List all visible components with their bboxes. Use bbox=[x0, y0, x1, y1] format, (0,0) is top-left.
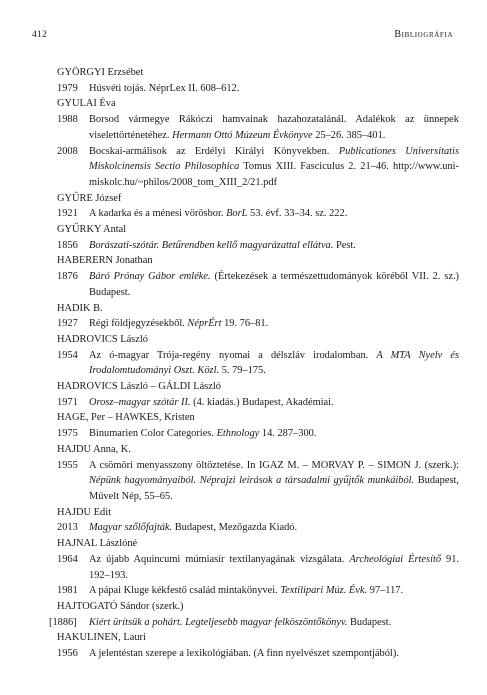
reference-text-segment: A kadarka és a ménesi vörösbor. bbox=[89, 208, 227, 220]
reference-year: 1955 bbox=[57, 459, 78, 471]
reference-item bbox=[57, 520, 459, 536]
entry-author: HAGE, Per – HAWKES, Kristen bbox=[57, 412, 195, 424]
reference-title-italic: Népünk hagyományaiból. Néprajzi leírások a társadalmi gyűjtők munkáiból. bbox=[89, 475, 415, 487]
reference-text-segment: 5. 79–175. bbox=[219, 365, 266, 377]
reference-text-segment: 97–117. bbox=[367, 585, 404, 597]
reference-text-segment: Az ó-magyar Trója-regény nyomai a délszláv irodalomban. bbox=[89, 349, 377, 361]
entry-author: HAJDU Anna, K. bbox=[57, 443, 131, 455]
reference-item bbox=[57, 269, 459, 300]
reference-text-segment: Budapest, Művelt Nép, 55–65. bbox=[89, 475, 459, 502]
entry-author: HADROVICS László – GÁLDI László bbox=[57, 381, 221, 393]
reference-text bbox=[89, 552, 459, 583]
reference-text bbox=[89, 112, 459, 143]
entry-author: HAKULINEN, Lauri bbox=[57, 632, 146, 644]
reference-text bbox=[89, 348, 459, 379]
reference-item bbox=[57, 81, 459, 97]
reference-item bbox=[57, 426, 459, 442]
reference-text bbox=[89, 206, 459, 222]
reference-text bbox=[89, 458, 459, 505]
reference-text bbox=[89, 81, 459, 97]
reference-title-italic: A MTA Nyelv és Irodalomtudományi Oszt. Közl. bbox=[89, 349, 459, 377]
reference-text-segment: (Értekezések a természettudományok köréből VII. 2. sz.) Budapest. bbox=[89, 271, 460, 298]
reference-text-segment: Húsvéti tojás. NéprLex II. 608–612. bbox=[89, 82, 240, 94]
reference-item bbox=[57, 395, 459, 411]
reference-item bbox=[57, 316, 459, 332]
running-title: Bibliográfia bbox=[394, 29, 453, 40]
reference-title-italic: Borászati-szótár. Betűrendben kellő magyarázattal ellátva. bbox=[89, 239, 334, 251]
reference-text bbox=[89, 615, 459, 631]
entry-author: HAJNAL Lászlóné bbox=[57, 538, 138, 550]
reference-text-segment: A pápai Kluge kékfestő család mintakönyvei. bbox=[89, 585, 281, 597]
entry-author: GYÖRGYI Erzsébet bbox=[57, 67, 144, 78]
reference-year: 1856 bbox=[57, 239, 78, 251]
reference-year: 1876 bbox=[57, 271, 78, 283]
reference-text-segment: 53. évf. 33–34. sz. 222. bbox=[247, 208, 348, 220]
reference-item bbox=[57, 112, 459, 143]
reference-text-segment: A jelentéstan szerepe a lexikológiában. (A finn nyelvészet szempontjából). bbox=[89, 648, 399, 660]
reference-year: 1979 bbox=[57, 82, 78, 94]
reference-item bbox=[57, 583, 459, 599]
reference-item bbox=[49, 615, 459, 631]
reference-year: 1921 bbox=[57, 208, 78, 220]
reference-year: 1975 bbox=[57, 428, 78, 440]
reference-title-italic: BorL bbox=[226, 208, 248, 220]
reference-year: [1886] bbox=[49, 616, 77, 628]
reference-title-italic: Kiért ürítsük a pohárt. Legteljesebb magyar felköszöntőkönyv. bbox=[89, 616, 348, 628]
reference-text-segment: (4. kiadás.) Budapest, Akadémiai. bbox=[190, 396, 334, 408]
reference-text-segment: 25–26. 385–401. bbox=[312, 129, 386, 141]
reference-text bbox=[89, 520, 459, 536]
entry-author: GYŰRE József bbox=[57, 192, 122, 204]
reference-title-italic: Textilipari Múz. Évk. bbox=[280, 585, 368, 597]
running-header bbox=[32, 29, 453, 40]
reference-title-italic: Orosz–magyar szótár II. bbox=[89, 396, 191, 408]
reference-text-segment: Borsod vármegye Rákóczi hamvainak hazahozatalánál. Adalékok az ünnepek viselettörténetéhez. bbox=[89, 114, 459, 141]
reference-item bbox=[57, 206, 459, 222]
reference-text bbox=[89, 238, 459, 254]
reference-title-italic: Publicationes Universitatis Miskolcinensis Sectio Philosophica bbox=[89, 145, 459, 173]
reference-text-segment: Tomus XIII. Fasciculus 2. 21–46. http://www.uni-miskolc.hu/~philos/2008_tom_XIII_2/21.pdf bbox=[89, 161, 459, 188]
bibliography-entries bbox=[49, 65, 460, 662]
reference-title-italic: NéprÉrt bbox=[187, 318, 222, 330]
reference-text bbox=[89, 269, 459, 300]
reference-text-segment: Bocskai-armálisok az Erdélyi Királyi Könyvekben. bbox=[89, 145, 339, 157]
reference-year: 1988 bbox=[57, 114, 78, 126]
reference-title-italic: Magyar szőlőfajták. bbox=[89, 522, 173, 534]
reference-year: 1956 bbox=[57, 648, 78, 660]
entry-author: HAJTOGATÓ Sándor (szerk.) bbox=[57, 600, 184, 612]
reference-item bbox=[57, 552, 459, 583]
entry-author: GYULAI Éva bbox=[57, 98, 116, 110]
reference-title-italic: Ethnology bbox=[216, 428, 260, 440]
reference-text-segment: Pest. bbox=[333, 239, 356, 251]
entry-author: GYŰRKY Antal bbox=[57, 224, 127, 236]
page-number: 412 bbox=[32, 30, 48, 40]
reference-item bbox=[57, 348, 459, 379]
reference-text bbox=[89, 316, 459, 332]
reference-text-segment: 14. 287–300. bbox=[259, 428, 317, 440]
reference-year: 1981 bbox=[57, 585, 78, 597]
reference-text bbox=[89, 426, 459, 442]
reference-item bbox=[57, 646, 459, 662]
reference-text-segment: Az újabb Aquincumi múmiasír textilanyagának vizsgálata. bbox=[89, 553, 350, 565]
reference-item bbox=[57, 238, 459, 254]
reference-title-italic: Archeológiai Értesítő bbox=[349, 553, 442, 565]
reference-item bbox=[57, 144, 459, 191]
entry-author: HADIK B. bbox=[57, 302, 103, 314]
reference-text bbox=[89, 646, 459, 662]
reference-year: 1971 bbox=[57, 396, 78, 408]
reference-text-segment: Binumarien Color Categories. bbox=[89, 428, 217, 440]
reference-text bbox=[89, 395, 459, 411]
entry-author: HABERERN Jonathan bbox=[57, 255, 153, 267]
reference-item bbox=[57, 458, 459, 505]
reference-text-segment: Régi földjegyzésekből. bbox=[89, 318, 188, 330]
reference-title-italic: Báró Prónay Gábor emléke. bbox=[89, 271, 211, 283]
reference-text-segment: 91. 192–193. bbox=[89, 553, 459, 581]
reference-text-segment: Budapest, Mezőgazda Kiadó. bbox=[172, 522, 298, 534]
reference-text bbox=[89, 583, 459, 599]
reference-year: 1954 bbox=[57, 349, 78, 361]
reference-year: 2013 bbox=[57, 522, 78, 534]
entry-author: HADROVICS László bbox=[57, 333, 148, 345]
reference-year: 2008 bbox=[57, 145, 78, 157]
reference-text bbox=[89, 144, 459, 191]
entry-author: HAJDU Edit bbox=[57, 506, 111, 518]
reference-text-segment: 19. 76–81. bbox=[221, 318, 269, 330]
reference-year: 1964 bbox=[57, 553, 78, 565]
reference-title-italic: Hermann Ottó Múzeum Évkönyve bbox=[172, 129, 313, 141]
reference-text-segment: Budapest. bbox=[347, 616, 392, 628]
reference-year: 1927 bbox=[57, 318, 78, 330]
reference-text-segment: A csömöri menyasszony öltöztetése. In IGAZ M. – MORVAY P. – SIMON J. (szerk.): bbox=[89, 459, 459, 471]
